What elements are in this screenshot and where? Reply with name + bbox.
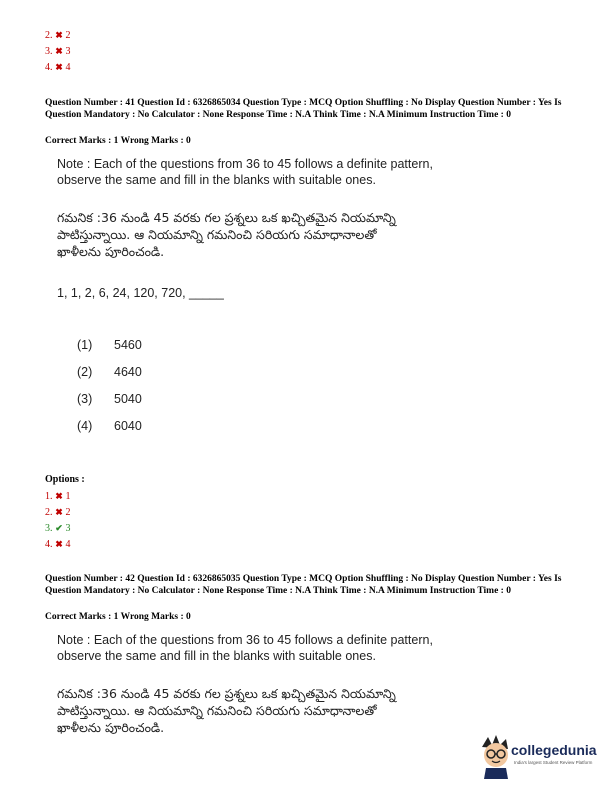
question-41-choice-2: (2) 4640: [77, 365, 142, 379]
question-42-note-en: Note : Each of the questions from 36 to 45 follows a definite pattern, observe the same and fill in the blanks with suitable ones.: [57, 633, 433, 663]
question-41-option-1: 1. ✖ 1: [45, 491, 71, 502]
question-41-option-2: 2. ✖ 2: [45, 507, 71, 518]
cross-icon: ✖: [55, 46, 63, 56]
cross-icon: ✖: [55, 491, 63, 501]
logo-tagline: India's largest Student Review Platform: [514, 760, 593, 765]
question-41-choice-4: (4) 6040: [77, 419, 142, 433]
question-42-marks: Correct Marks : 1 Wrong Marks : 0: [45, 612, 191, 622]
cross-icon: ✖: [55, 539, 63, 549]
logo-name: collegedunia: [511, 742, 597, 758]
question-41-options-title: Options :: [45, 474, 85, 485]
check-icon: ✔: [55, 523, 63, 533]
prev-option-3: 3. ✖ 3: [45, 46, 71, 57]
mascot-icon: [476, 735, 516, 779]
question-42-header: Question Number : 42 Question Id : 6326865035 Question Type : MCQ Option Shuffling : No Display Question Number : Yes Is Question Mandatory : No Calculator : None Response Time : N.A Think Time : N.A Minimum Instruction Time : 0: [45, 574, 562, 596]
cross-icon: ✖: [55, 62, 63, 72]
cross-icon: ✖: [55, 30, 63, 40]
question-41-option-3-correct: 3. ✔ 3: [45, 523, 71, 534]
question-41-sequence: 1, 1, 2, 6, 24, 120, 720, _____: [57, 286, 224, 300]
question-41-header: Question Number : 41 Question Id : 6326865034 Question Type : MCQ Option Shuffling : No Display Question Number : Yes Is Question Mandatory : No Calculator : None Response Time : N.A Think Time : N.A Minimum Instruction Time : 0: [45, 98, 562, 120]
question-42-note-te: గమనిక :36 నుండి 45 వరకు గల ప్రశ్నలు ఒక ఖచ్చితమైన నియమాన్ని పాటిస్తున్నాయి. ఆ నియమాన్ని గమనించి సరియగు సమాధానాలతో ఖాళీలను పూరించండి.: [57, 686, 396, 735]
prev-option-2: 2. ✖ 2: [45, 30, 71, 41]
question-41-note-te: గమనిక :36 నుండి 45 వరకు గల ప్రశ్నలు ఒక ఖచ్చితమైన నియమాన్ని పాటిస్తున్నాయి. ఆ నియమాన్ని గమనించి సరియగు సమాధానాలతో ఖాళీలను పూరించండి.: [57, 210, 396, 259]
question-41-marks: Correct Marks : 1 Wrong Marks : 0: [45, 136, 191, 146]
question-41-choice-1: (1) 5460: [77, 338, 142, 352]
question-41-choice-3: (3) 5040: [77, 392, 142, 406]
cross-icon: ✖: [55, 507, 63, 517]
question-41-note-en: Note : Each of the questions from 36 to 45 follows a definite pattern, observe the same and fill in the blanks with suitable ones.: [57, 157, 433, 187]
prev-option-4: 4. ✖ 4: [45, 62, 71, 73]
question-41-option-4: 4. ✖ 4: [45, 539, 71, 550]
